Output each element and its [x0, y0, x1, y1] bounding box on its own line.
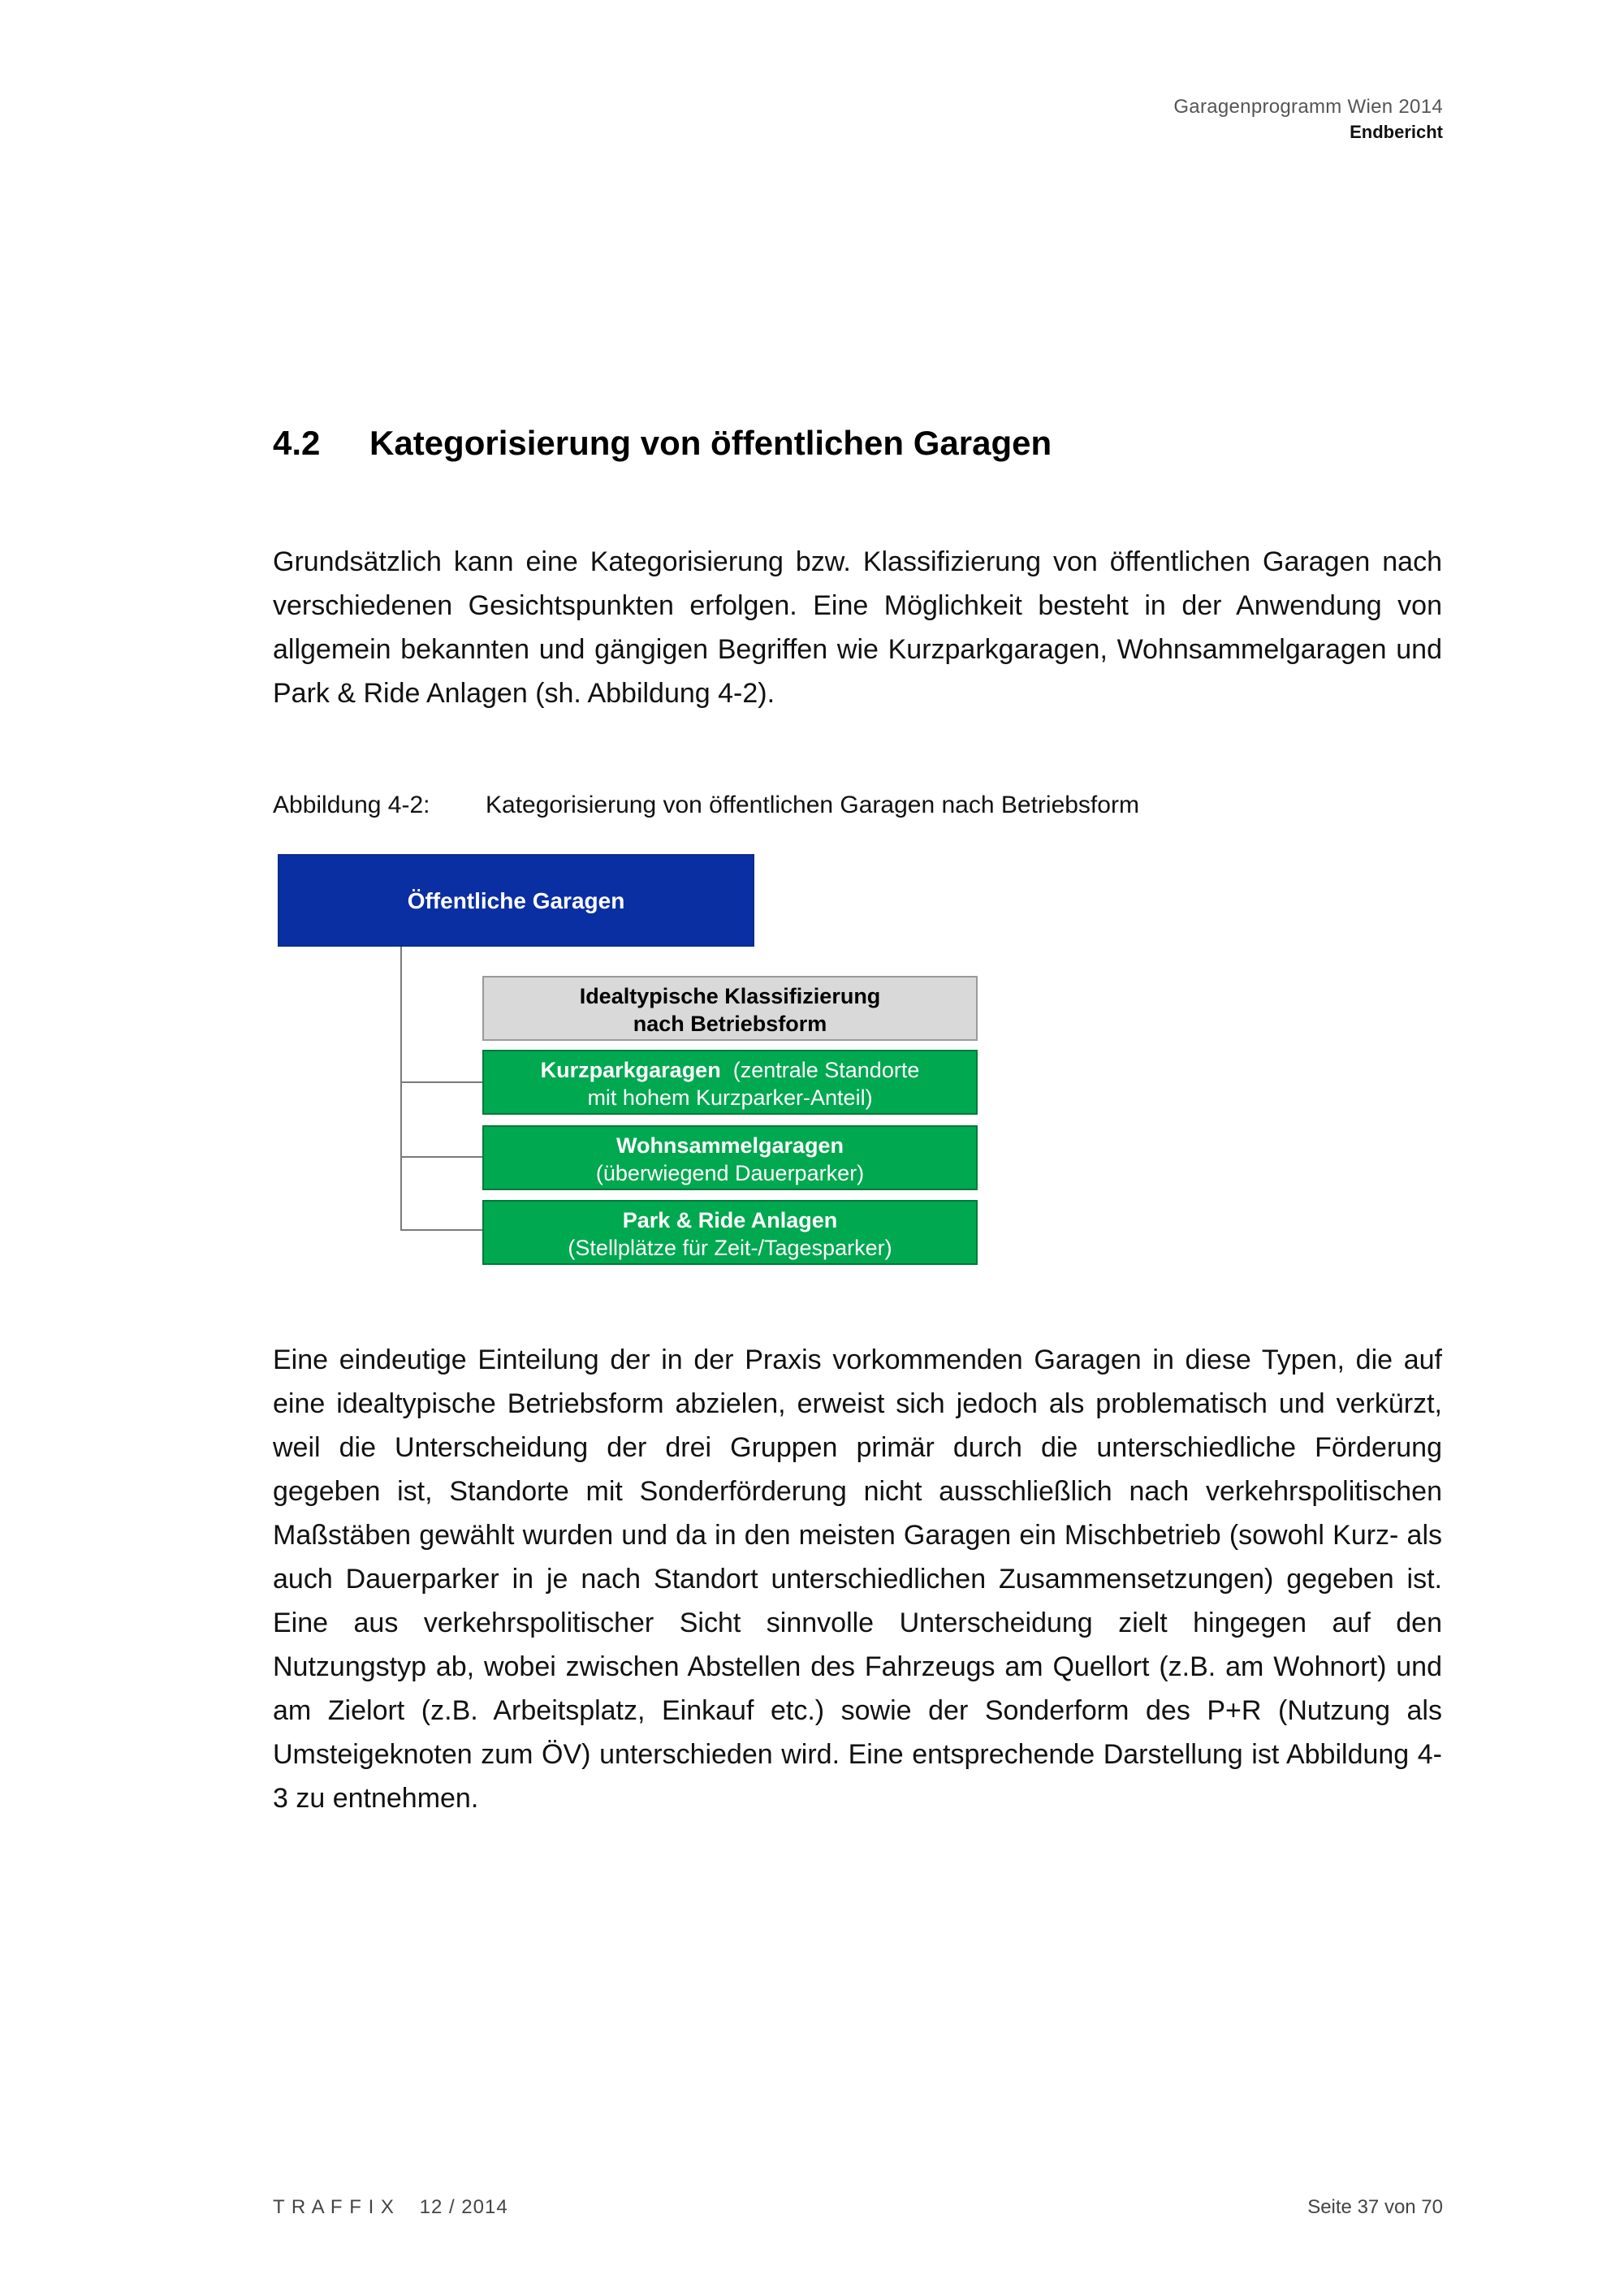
category-header-line1: Idealtypische Klassifizierung: [579, 984, 881, 1008]
figure-title: Kategorisierung von öffentlichen Garagen nach Betriebsform: [486, 792, 1139, 818]
connector-branch-3: [400, 1229, 482, 1231]
category-header-node: [482, 976, 978, 1041]
section-title: Kategorisierung von öffentlichen Garagen: [369, 424, 1052, 462]
body-paragraph: Eine eindeutige Einteilung der in der Praxis vorkommenden Garagen in diese Typen, die auf eine idealtypische Betriebsform abzielen, erweist sich jedoch als problematisch und verkürzt, weil die Unterscheidung der drei Gruppen primär durch die unterschiedliche Förderung gegeben ist, Standorte mit Sonderförderung nicht ausschließlich nach verkehrspolitischen Maßstäben gewählt wurden und da in den meisten Garagen ein Mischbetrieb (sowohl Kurz- als auch Dauerparker in je nach Standort unterschiedlichen Zusammensetzungen) gegeben ist. Eine aus verkehrspolitischer Sicht sinnvolle Unterscheidung zielt hingegen auf den Nutzungstyp ab, wobei zwischen Abstellen des Fahrzeugs am Quellort (z.B. am Wohnort) und am Zielort (z.B. Arbeitsplatz, Einkauf etc.) sowie der Sonderform des P+R (Nutzung als Umsteigeknoten zum ÖV) unterschieden wird. Eine entsprechende Darstellung ist Abbildung 4-3 zu entnehmen.: [273, 1344, 1442, 1814]
node-park-and-ride: [482, 1200, 978, 1265]
node-desc: (überwiegend Dauerparker): [595, 1161, 865, 1185]
node-name: Wohnsammelgaragen: [615, 1133, 844, 1158]
header-subtitle: Endbericht: [1350, 122, 1443, 142]
section-number: 4.2: [273, 424, 321, 462]
connector-vertical: [400, 947, 402, 1229]
intro-paragraph: Grundsätzlich kann eine Kategorisierung bzw. Klassifizierung von öffentlichen Garagen nach verschiedenen Gesichtspunkten erfolgen. Eine Möglichkeit besteht in der Anwendung von allgemein bekannten und gängigen Begriffen wie Kurzparkgaragen, Wohnsammelgaragen und Park & Ride Anlagen (sh. Abbildung 4-2).: [273, 546, 1442, 709]
root-node: Öffentliche Garagen: [278, 854, 754, 947]
connector-branch-1: [400, 1081, 482, 1083]
page-number: Seite 37 von 70: [1307, 2196, 1443, 2218]
node-desc: (Stellplätze für Zeit-/Tagesparker): [568, 1236, 892, 1260]
footer-left: T R A F F I X 12 / 2014: [273, 2196, 508, 2218]
figure-label: Abbildung 4-2:: [273, 792, 430, 818]
node-wohnsammelgaragen: [482, 1125, 978, 1190]
header-title: Garagenprogramm Wien 2014: [1173, 96, 1443, 118]
node-name: Kurzparkgaragen: [540, 1058, 721, 1082]
node-name: Park & Ride Anlagen: [622, 1208, 838, 1232]
node-desc: (zentrale Standorte: [732, 1058, 920, 1082]
category-header-line2: nach Betriebsform: [633, 1012, 827, 1036]
connector-branch-2: [400, 1156, 482, 1158]
node-desc-line2: mit hohem Kurzparker-Anteil): [587, 1085, 873, 1110]
node-kurzparkgaragen: [482, 1050, 978, 1115]
